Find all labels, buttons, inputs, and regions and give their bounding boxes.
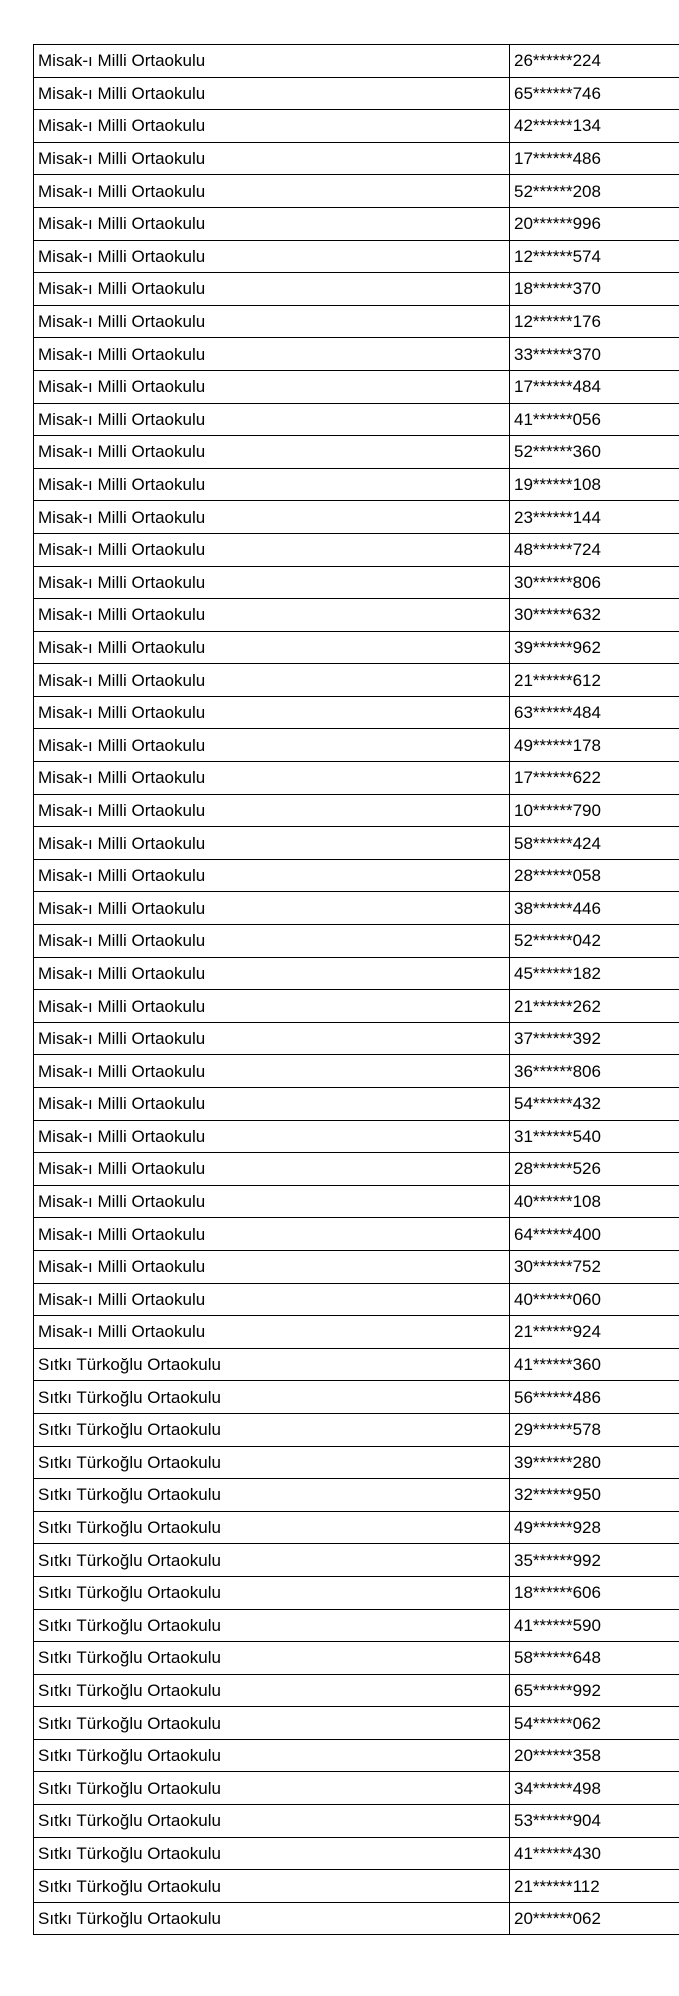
school-name-cell[interactable]: Misak-ı Milli Ortaokulu — [34, 1218, 510, 1251]
table-row — [34, 1870, 679, 1903]
table-row — [34, 1805, 679, 1838]
masked-id-cell[interactable]: 12******176 — [510, 305, 679, 338]
masked-id-cell[interactable]: 42******134 — [510, 110, 679, 143]
masked-id-cell[interactable]: 18******606 — [510, 1576, 679, 1609]
masked-id-cell[interactable]: 35******992 — [510, 1544, 679, 1577]
school-name-cell[interactable]: Misak-ı Milli Ortaokulu — [34, 827, 510, 860]
masked-id-cell[interactable]: 19******108 — [510, 468, 679, 501]
school-name-cell[interactable]: Sıtkı Türkoğlu Ortaokulu — [34, 1479, 510, 1512]
table-row — [34, 1739, 679, 1772]
masked-id-cell[interactable]: 41******056 — [510, 403, 679, 436]
masked-id-cell[interactable]: 52******360 — [510, 436, 679, 469]
masked-id-cell[interactable]: 41******360 — [510, 1348, 679, 1381]
school-name-cell[interactable]: Sıtkı Türkoğlu Ortaokulu — [34, 1772, 510, 1805]
masked-id-cell[interactable]: 32******950 — [510, 1479, 679, 1512]
table-row — [34, 436, 679, 469]
school-name-cell[interactable]: Misak-ı Milli Ortaokulu — [34, 729, 510, 762]
school-name-cell[interactable]: Sıtkı Türkoğlu Ortaokulu — [34, 1642, 510, 1675]
table-row — [34, 827, 679, 860]
school-name-cell[interactable]: Sıtkı Türkoğlu Ortaokulu — [34, 1870, 510, 1903]
table-row — [34, 925, 679, 958]
table-row — [34, 1772, 679, 1805]
masked-id-cell[interactable]: 21******924 — [510, 1316, 679, 1349]
table-row — [34, 1055, 679, 1088]
masked-id-cell[interactable]: 38******446 — [510, 892, 679, 925]
masked-id-cell[interactable]: 64******400 — [510, 1218, 679, 1251]
table-row — [34, 892, 679, 925]
masked-id-cell[interactable]: 65******992 — [510, 1674, 679, 1707]
school-name-cell[interactable]: Misak-ı Milli Ortaokulu — [34, 77, 510, 110]
masked-id-cell[interactable]: 29******578 — [510, 1413, 679, 1446]
table-row — [34, 1902, 679, 1935]
table-row — [34, 240, 679, 273]
school-name-cell[interactable]: Misak-ı Milli Ortaokulu — [34, 762, 510, 795]
table-row — [34, 1022, 679, 1055]
table-row — [34, 859, 679, 892]
table-row — [34, 631, 679, 664]
school-name-cell[interactable]: Sıtkı Türkoğlu Ortaokulu — [34, 1381, 510, 1414]
table-row — [34, 696, 679, 729]
masked-id-cell[interactable]: 28******058 — [510, 859, 679, 892]
masked-id-cell[interactable]: 36******806 — [510, 1055, 679, 1088]
school-name-cell[interactable]: Sıtkı Türkoğlu Ortaokulu — [34, 1576, 510, 1609]
school-name-cell[interactable]: Misak-ı Milli Ortaokulu — [34, 370, 510, 403]
table-row — [34, 1609, 679, 1642]
masked-id-cell[interactable]: 20******996 — [510, 207, 679, 240]
school-name-cell[interactable]: Misak-ı Milli Ortaokulu — [34, 631, 510, 664]
masked-id-cell[interactable]: 21******262 — [510, 990, 679, 1023]
school-name-cell[interactable]: Misak-ı Milli Ortaokulu — [34, 599, 510, 632]
masked-id-cell[interactable]: 12******574 — [510, 240, 679, 273]
table-row — [34, 1381, 679, 1414]
table-row — [34, 77, 679, 110]
masked-id-cell[interactable]: 49******928 — [510, 1511, 679, 1544]
table-row — [34, 273, 679, 306]
table-row — [34, 1674, 679, 1707]
school-name-cell[interactable]: Misak-ı Milli Ortaokulu — [34, 110, 510, 143]
table-row — [34, 1413, 679, 1446]
table-row — [34, 1185, 679, 1218]
table-row — [34, 1153, 679, 1186]
masked-id-cell[interactable]: 21******112 — [510, 1870, 679, 1903]
school-name-cell[interactable]: Misak-ı Milli Ortaokulu — [34, 1283, 510, 1316]
masked-id-cell[interactable]: 52******208 — [510, 175, 679, 208]
masked-id-cell[interactable]: 56******486 — [510, 1381, 679, 1414]
table-row — [34, 1511, 679, 1544]
school-name-cell[interactable]: Sıtkı Türkoğlu Ortaokulu — [34, 1837, 510, 1870]
table-row — [34, 501, 679, 534]
masked-id-cell[interactable]: 30******806 — [510, 566, 679, 599]
masked-id-cell[interactable]: 37******392 — [510, 1022, 679, 1055]
masked-id-cell[interactable]: 17******486 — [510, 142, 679, 175]
table-row — [34, 1707, 679, 1740]
masked-id-cell[interactable]: 28******526 — [510, 1153, 679, 1186]
masked-id-cell[interactable]: 54******062 — [510, 1707, 679, 1740]
table-row — [34, 207, 679, 240]
table-row — [34, 1479, 679, 1512]
masked-id-cell[interactable]: 40******108 — [510, 1185, 679, 1218]
table-row — [34, 1316, 679, 1349]
school-name-cell[interactable]: Misak-ı Milli Ortaokulu — [34, 175, 510, 208]
table-row — [34, 175, 679, 208]
school-name-cell[interactable]: Misak-ı Milli Ortaokulu — [34, 1185, 510, 1218]
masked-id-cell[interactable]: 54******432 — [510, 1088, 679, 1121]
school-name-cell[interactable]: Sıtkı Türkoğlu Ortaokulu — [34, 1544, 510, 1577]
school-name-cell[interactable]: Misak-ı Milli Ortaokulu — [34, 207, 510, 240]
school-name-cell[interactable]: Sıtkı Türkoğlu Ortaokulu — [34, 1609, 510, 1642]
table-row — [34, 110, 679, 143]
school-name-cell[interactable]: Misak-ı Milli Ortaokulu — [34, 305, 510, 338]
school-name-cell[interactable]: Sıtkı Türkoğlu Ortaokulu — [34, 1348, 510, 1381]
masked-id-cell[interactable]: 41******590 — [510, 1609, 679, 1642]
school-name-cell[interactable]: Sıtkı Türkoğlu Ortaokulu — [34, 1674, 510, 1707]
table-row — [34, 1837, 679, 1870]
table-row — [34, 794, 679, 827]
masked-id-cell[interactable]: 58******648 — [510, 1642, 679, 1675]
masked-id-cell[interactable]: 17******622 — [510, 762, 679, 795]
table-row — [34, 403, 679, 436]
school-name-cell[interactable]: Misak-ı Milli Ortaokulu — [34, 925, 510, 958]
table-row — [34, 566, 679, 599]
table-row — [34, 370, 679, 403]
school-name-cell[interactable]: Misak-ı Milli Ortaokulu — [34, 957, 510, 990]
table-row — [34, 729, 679, 762]
school-name-cell[interactable]: Misak-ı Milli Ortaokulu — [34, 501, 510, 534]
table-row — [34, 1218, 679, 1251]
school-name-cell[interactable]: Sıtkı Türkoğlu Ortaokulu — [34, 1707, 510, 1740]
masked-id-cell[interactable]: 45******182 — [510, 957, 679, 990]
school-name-cell[interactable]: Sıtkı Türkoğlu Ortaokulu — [34, 1446, 510, 1479]
masked-id-cell[interactable]: 30******632 — [510, 599, 679, 632]
data-table — [33, 44, 679, 1935]
table-row — [34, 990, 679, 1023]
masked-id-cell[interactable]: 33******370 — [510, 338, 679, 371]
school-name-cell[interactable]: Misak-ı Milli Ortaokulu — [34, 403, 510, 436]
school-name-cell[interactable]: Misak-ı Milli Ortaokulu — [34, 892, 510, 925]
table-row — [34, 1120, 679, 1153]
table-row — [34, 1642, 679, 1675]
masked-id-cell[interactable]: 10******790 — [510, 794, 679, 827]
masked-id-cell[interactable]: 17******484 — [510, 370, 679, 403]
school-name-cell[interactable]: Misak-ı Milli Ortaokulu — [34, 468, 510, 501]
table-row — [34, 142, 679, 175]
school-name-cell[interactable]: Sıtkı Türkoğlu Ortaokulu — [34, 1413, 510, 1446]
masked-id-cell[interactable]: 31******540 — [510, 1120, 679, 1153]
table-row — [34, 338, 679, 371]
table-row — [34, 1250, 679, 1283]
table-row — [34, 1544, 679, 1577]
masked-id-cell[interactable]: 20******062 — [510, 1902, 679, 1935]
school-name-cell[interactable]: Misak-ı Milli Ortaokulu — [34, 1022, 510, 1055]
spreadsheet-sheet — [33, 44, 679, 1935]
table-row — [34, 1446, 679, 1479]
masked-id-cell[interactable]: 52******042 — [510, 925, 679, 958]
table-row — [34, 762, 679, 795]
masked-id-cell[interactable]: 18******370 — [510, 273, 679, 306]
masked-id-cell[interactable]: 39******280 — [510, 1446, 679, 1479]
masked-id-cell[interactable]: 65******746 — [510, 77, 679, 110]
masked-id-cell[interactable]: 26******224 — [510, 45, 679, 78]
school-name-cell[interactable]: Misak-ı Milli Ortaokulu — [34, 1316, 510, 1349]
school-name-cell[interactable]: Misak-ı Milli Ortaokulu — [34, 859, 510, 892]
masked-id-cell[interactable]: 21******612 — [510, 664, 679, 697]
school-name-cell[interactable]: Misak-ı Milli Ortaokulu — [34, 990, 510, 1023]
school-name-cell[interactable]: Misak-ı Milli Ortaokulu — [34, 45, 510, 78]
masked-id-cell[interactable]: 40******060 — [510, 1283, 679, 1316]
school-name-cell[interactable]: Sıtkı Türkoğlu Ortaokulu — [34, 1511, 510, 1544]
table-row — [34, 45, 679, 78]
school-name-cell[interactable]: Misak-ı Milli Ortaokulu — [34, 696, 510, 729]
school-name-cell[interactable]: Misak-ı Milli Ortaokulu — [34, 1250, 510, 1283]
masked-id-cell[interactable]: 41******430 — [510, 1837, 679, 1870]
table-row — [34, 1088, 679, 1121]
school-name-cell[interactable]: Misak-ı Milli Ortaokulu — [34, 1088, 510, 1121]
school-name-cell[interactable]: Misak-ı Milli Ortaokulu — [34, 1055, 510, 1088]
school-name-cell[interactable]: Misak-ı Milli Ortaokulu — [34, 566, 510, 599]
masked-id-cell[interactable]: 63******484 — [510, 696, 679, 729]
school-name-cell[interactable]: Misak-ı Milli Ortaokulu — [34, 240, 510, 273]
table-row — [34, 1348, 679, 1381]
masked-id-cell[interactable]: 49******178 — [510, 729, 679, 762]
table-row — [34, 664, 679, 697]
school-name-cell[interactable]: Sıtkı Türkoğlu Ortaokulu — [34, 1805, 510, 1838]
masked-id-cell[interactable]: 20******358 — [510, 1739, 679, 1772]
school-name-cell[interactable]: Sıtkı Türkoğlu Ortaokulu — [34, 1739, 510, 1772]
school-name-cell[interactable]: Misak-ı Milli Ortaokulu — [34, 338, 510, 371]
masked-id-cell[interactable]: 23******144 — [510, 501, 679, 534]
table-row — [34, 957, 679, 990]
school-name-cell[interactable]: Misak-ı Milli Ortaokulu — [34, 142, 510, 175]
table-row — [34, 468, 679, 501]
school-name-cell[interactable]: Misak-ı Milli Ortaokulu — [34, 436, 510, 469]
school-name-cell[interactable]: Misak-ı Milli Ortaokulu — [34, 273, 510, 306]
table-row — [34, 305, 679, 338]
table-row — [34, 599, 679, 632]
masked-id-cell[interactable]: 30******752 — [510, 1250, 679, 1283]
masked-id-cell[interactable]: 34******498 — [510, 1772, 679, 1805]
masked-id-cell[interactable]: 48******724 — [510, 533, 679, 566]
table-row — [34, 1576, 679, 1609]
school-name-cell[interactable]: Misak-ı Milli Ortaokulu — [34, 533, 510, 566]
school-name-cell[interactable]: Sıtkı Türkoğlu Ortaokulu — [34, 1902, 510, 1935]
masked-id-cell[interactable]: 39******962 — [510, 631, 679, 664]
table-row — [34, 533, 679, 566]
table-row — [34, 1283, 679, 1316]
school-name-cell[interactable]: Misak-ı Milli Ortaokulu — [34, 1153, 510, 1186]
school-name-cell[interactable]: Misak-ı Milli Ortaokulu — [34, 664, 510, 697]
masked-id-cell[interactable]: 58******424 — [510, 827, 679, 860]
school-name-cell[interactable]: Misak-ı Milli Ortaokulu — [34, 1120, 510, 1153]
table-body — [34, 45, 679, 1935]
masked-id-cell[interactable]: 53******904 — [510, 1805, 679, 1838]
school-name-cell[interactable]: Misak-ı Milli Ortaokulu — [34, 794, 510, 827]
